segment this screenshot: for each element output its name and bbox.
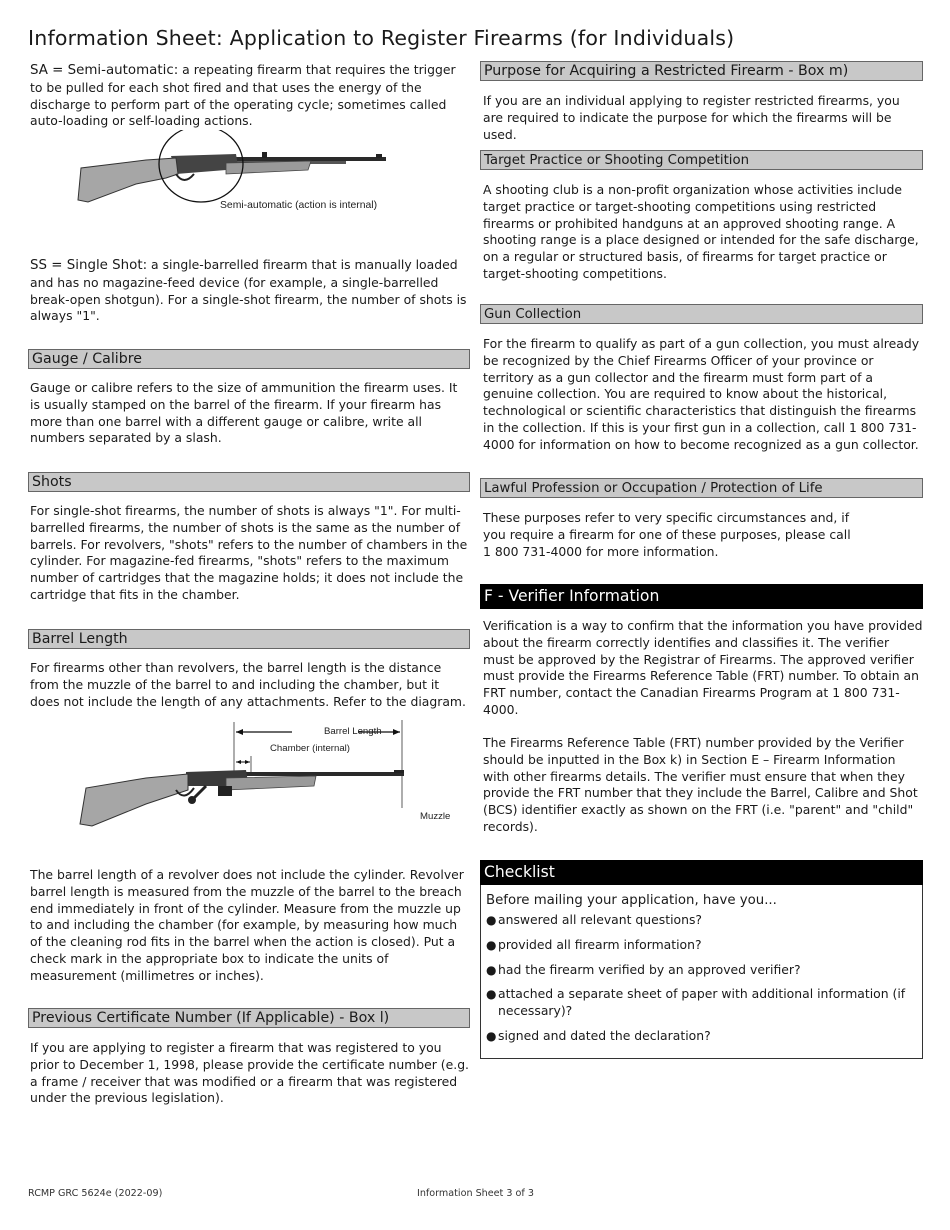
bolt-action-rifle-image — [76, 716, 436, 840]
revolver-barrel-text: The barrel length of a revolver does not include the cylinder. Revolver barrel length is measured from the muzzle of the barrel to the breach end immediately in front of the cylinder. Measure from the muzzle up to and including the chamber (for example, by measuring how much of the cleaning rod fits in the barrel when the action is closed). Put a check mark in the appropriate box to indicate the units of measurement (millimetres or inches). — [30, 867, 464, 983]
checklist-item-text: provided all firearm information? — [498, 936, 702, 952]
muzzle-label: Muzzle — [420, 811, 451, 822]
checklist-item-text: had the firearm verified by an approved verifier? — [498, 961, 801, 977]
sa-text: a repeating firearm that requires the trigger to be pulled for each shot fired and that uses the energy of the discharge to perform part of the operating cycle; sometimes called auto-loading or self-loading actions. — [30, 62, 456, 129]
page-number: Information Sheet 3 of 3 — [417, 1188, 534, 1199]
sa-caption: Semi-automatic (action is internal) — [220, 200, 378, 211]
page-title: Information Sheet: Application to Register Firearms (for Individuals) — [28, 26, 735, 50]
checklist-item — [486, 912, 916, 929]
verifier-text-2: The Firearms Reference Table (FRT) number provided by the Verifier should be inputted in the Box k) in Section E – Firearm Information with other firearms details. The verifier must ensure that when they provide the FRT number that they include the Barrel, Calibre and Shot (BCS) identifier exactly as shown on the FRT (i.e. "parent" and "child" records). — [483, 735, 918, 834]
checklist-heading: Checklist — [480, 860, 923, 885]
ss-text: a single-barrelled firearm that is manually loaded and has no magazine-feed device (for example, a single-barrelled break-open shotgun). For a single-shot firearm, the number of shots is always "1". — [30, 257, 467, 324]
bullet-icon: ● — [486, 913, 497, 927]
form-number: RCMP GRC 5624e (2022-09) — [28, 1188, 163, 1199]
checklist-item — [486, 986, 916, 1020]
checklist-item — [486, 962, 916, 979]
semi-automatic-rifle-figure — [76, 130, 396, 230]
gun-collection-text: For the firearm to qualify as part of a gun collection, you must already be recognized by the Chief Firearms Officer of your province or territory as a gun collector and the firearm must form part of a genuine collection. You are required to know about the historical, technological or scientific characteristics that distinguish the firearms in the collection. If this is your first gun in a collection, call 1 800 731-4000 for information on how to become recognized as a gun collector. — [483, 336, 920, 452]
checklist-box — [480, 885, 923, 1059]
barrel-length-diagram — [76, 716, 451, 840]
gun-collection-heading: Gun Collection — [480, 304, 923, 324]
previous-certificate-heading: Previous Certificate Number (If Applicable) - Box l) — [28, 1008, 470, 1028]
bullet-icon: ● — [486, 987, 497, 1002]
checklist-item — [486, 1028, 916, 1045]
bullet-icon: ● — [486, 1028, 497, 1043]
shots-heading: Shots — [28, 472, 470, 492]
bullet-icon: ● — [486, 962, 497, 977]
checklist-item-text: answered all relevant questions? — [498, 912, 702, 927]
ss-definition — [30, 257, 470, 325]
ss-term: SS = Single Shot: — [30, 258, 148, 273]
bullet-icon: ● — [486, 937, 497, 952]
chamber-label: Chamber (internal) — [270, 743, 350, 754]
lawful-profession-heading: Lawful Profession or Occupation / Protection of Life — [480, 478, 923, 498]
checklist-item-text: attached a separate sheet of paper with additional information (if necessary)? — [498, 986, 906, 1019]
target-practice-heading: Target Practice or Shooting Competition — [480, 150, 923, 170]
verifier-text-1: Verification is a way to confirm that the information you have provided about the firearm correctly identifies and classifies it. The verifier must be approved by the Registrar of Firearms. The approved verifier must provide the Firearms Reference Table (FRT) number. To obtain an FRT number, contact the Canadian Firearms Program at 1 800 731-4000. — [483, 618, 923, 717]
checklist-intro: Before mailing your application, have you... — [486, 893, 777, 908]
checklist-item — [486, 937, 916, 954]
target-practice-text: A shooting club is a non-profit organization whose activities include target practice or target-shooting competitions using restricted firearms or prohibited handguns at an approved shooting range. A shooting range is a place designed or intended for the safe discharge, on a regular or structured basis, of firearms for target practice or target-shooting competitions. — [483, 182, 919, 281]
sa-term: SA = Semi-automatic: — [30, 63, 179, 78]
purpose-heading: Purpose for Acquiring a Restricted Firearm - Box m) — [480, 61, 923, 81]
previous-certificate-text: If you are applying to register a firearm that was registered to you prior to December 1, 1998, please provide the certificate number (e.g. a frame / receiver that was modified or a firearm that was registered under the previous legislation). — [30, 1040, 469, 1106]
checklist-item-text: signed and dated the declaration? — [498, 1027, 711, 1043]
lawful-profession-text: These purposes refer to very specific circumstances and, if you require a firearm for one of these purposes, please call 1 800 731-4000 for more information. — [483, 510, 851, 559]
gauge-calibre-text: Gauge or calibre refers to the size of ammunition the firearm uses. It is usually stamped on the barrel of the firearm. If your firearm has more than one barrel with a different gauge or calibre, write all numbers separated by a slash. — [30, 380, 458, 446]
purpose-text: If you are an individual applying to register restricted firearms, you are required to indicate the purpose for which the firearms will be used. — [483, 93, 900, 142]
barrel-length-heading: Barrel Length — [28, 629, 470, 649]
shots-text: For single-shot firearms, the number of shots is always "1". For multi-barrelled firearms, the number of shots is the same as the number of barrels. For revolvers, "shots" refers to the number of chambers in the cylinder. For magazine-fed firearms, "shots" refers to the maximum number of cartridges that the magazine holds; it does not include the cartridge that fits in the chamber. — [30, 503, 468, 602]
gauge-calibre-heading: Gauge / Calibre — [28, 349, 470, 369]
semi-automatic-rifle-image — [76, 130, 396, 230]
barrel-length-label: Barrel Length — [324, 726, 382, 737]
verifier-heading: F - Verifier Information — [480, 584, 923, 609]
sa-definition — [30, 62, 470, 130]
barrel-length-text: For firearms other than revolvers, the barrel length is the distance from the muzzle of the barrel to and including the chamber, but it does not include the length of any attachments. Refer to the diagram. — [30, 660, 466, 709]
